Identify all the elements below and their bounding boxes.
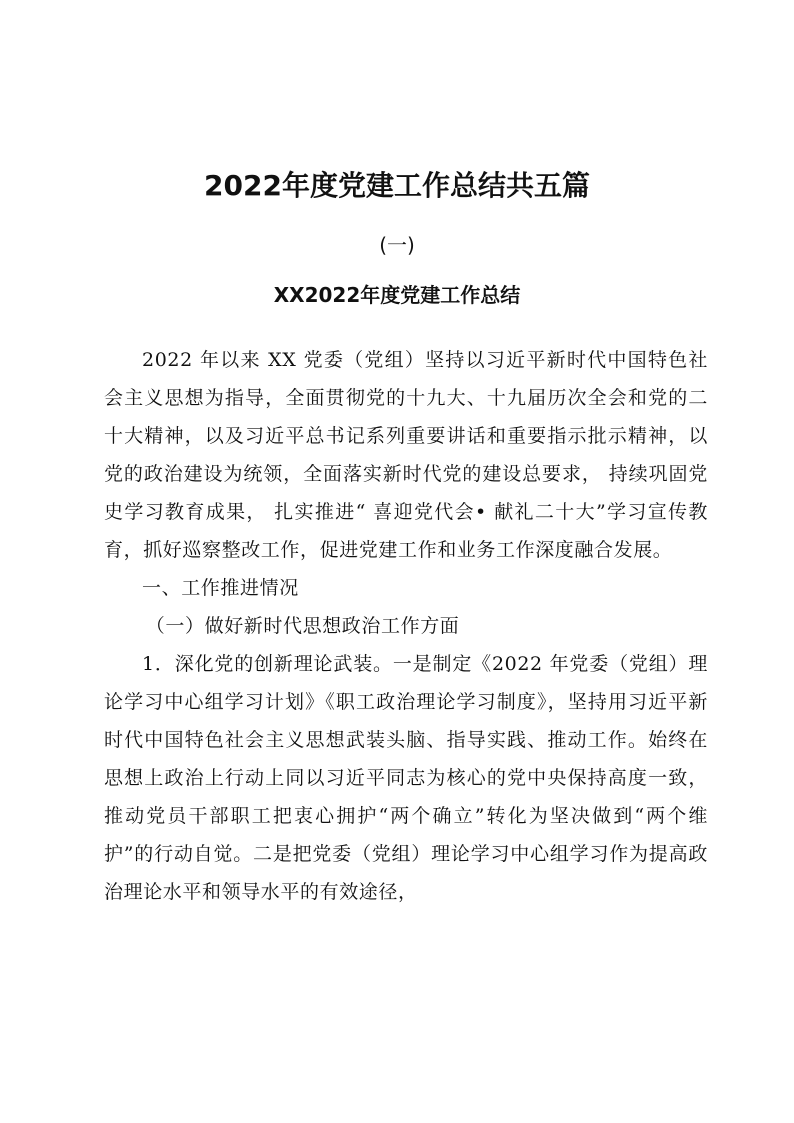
section-subtitle: XX2022年度党建工作总结 [273,283,521,307]
intro-paragraph: 2022 年以来 XX 党委（党组）坚持以习近平新时代中国特色社会主义思想为指导，全面贯彻党的十九大、十九届历次全会和党的二十大精神，以及习近平总书记系列重要讲话和重要指示批示精神，以党的政治建设为统领，全面落实新时代党的建设总要求， 持续巩固党史学习教育成果， 扎实推进“ 喜迎党代会• 献礼二十大”学习宣传教育，抓好巡察整改工作，促进党建工作和业务工作深度融合发展。 [104,349,708,561]
section-heading: 一、工作推进情况 [142,577,299,599]
document-title: 2022年度党建工作总结共五篇 [204,169,590,202]
body-paragraph: 1．深化党的创新理论武装。一是制定《2022 年党委（党组）理论学习中心组学习计划》《职工政治理论学习制度》，坚持用习近平新时代中国特色社会主义思想武装头脑、指导实践、推动工作。始终在思想上政治上行动上同以习近平同志为核心的党中央保持高度一致，推动党员干部职工把衷心拥护“两个确立”转化为坚决做到“两个维护”的行动自觉。二是把党委（党组）理论学习中心组学习作为提高政治理论水平和领导水平的有效途径， [104,653,708,903]
section-number: (一) [379,233,415,257]
document-body [104,341,708,911]
subsection-heading: （一）做好新时代思想政治工作方面 [145,615,460,637]
